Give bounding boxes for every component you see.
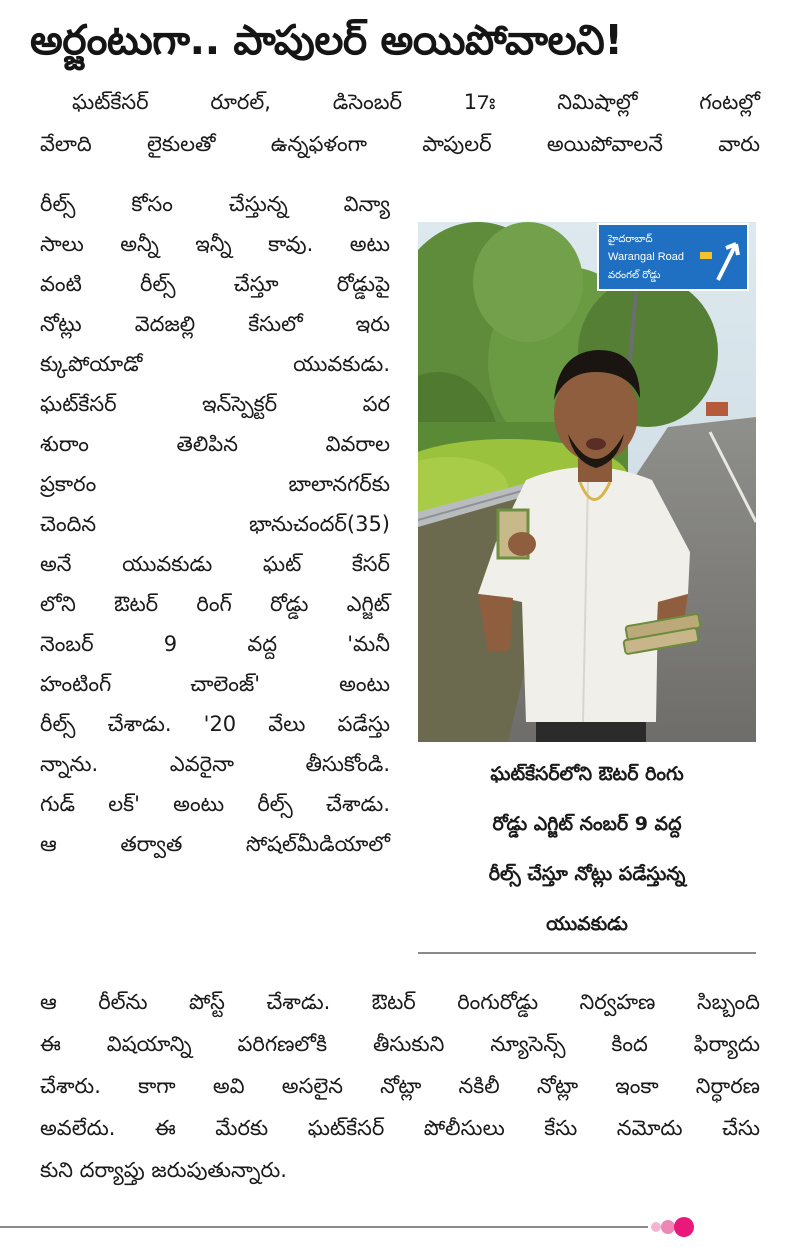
caption-line: రోడ్డు ఎగ్జిట్ నంబర్ 9 వద్ద xyxy=(492,813,682,835)
column-line: రీల్స్ కోసం చేస్తున్న విన్యా xyxy=(40,192,390,216)
column-line: నెంబర్ 9 వద్ద 'మనీ xyxy=(40,632,390,656)
column-line: చెందిన భానుచందర్(35) xyxy=(40,512,390,536)
column-line: వంటి రీల్స్ చేస్తూ రోడ్డుపై xyxy=(40,272,390,296)
sign-line-telugu: హైదరాబాద్ xyxy=(608,234,653,245)
intro-line: ఘట్‌కేసర్ రూరల్, డిసెంబర్ 17ః నిమిషాల్లో గంటల్లో xyxy=(72,90,760,114)
column-line: ప్రకారం బాలానగర్‌కు xyxy=(40,472,390,496)
column-line: క్కుపోయాడో యువకుడు. xyxy=(40,352,390,376)
column-line: అనే యువకుడు ఘట్ కేసర్ xyxy=(40,552,390,576)
column-line: శురాం తెలిపిన వివరాల xyxy=(40,432,390,456)
end-mark-dots-icon xyxy=(648,1212,710,1242)
headline: అర్జంటుగా.. పాపులర్ అయిపోవాలని! xyxy=(30,16,623,64)
caption-line: ఘట్‌కేసర్‌లోని ఔటర్ రింగు xyxy=(490,763,684,785)
sign-line-english: Warangal Road xyxy=(608,251,685,263)
column-line: ఘట్‌కేసర్ ఇన్‌స్పెక్టర్ పర xyxy=(40,392,390,416)
news-photo xyxy=(418,222,756,742)
distant-vehicle xyxy=(706,402,728,416)
column-line: నోట్లు వెదజల్లి కేసులో ఇరు xyxy=(40,312,390,336)
intro-line: వేలాది లైకులతో ఉన్నఫళంగా పాపులర్ అయిపోవాలనే వారు xyxy=(40,132,760,156)
footer-divider xyxy=(0,1226,648,1228)
column-line: హంటింగ్ చాలెంజ్' అంటు xyxy=(40,672,390,696)
caption-divider xyxy=(418,952,756,954)
closing-line: కుని దర్యాప్తు జరుపుతున్నారు. xyxy=(40,1158,287,1182)
column-line: రీల్స్ చేశాడు. '20 వేలు పడేస్తు xyxy=(40,712,390,736)
column-line: లోని ఔటర్ రింగ్ రోడ్డు ఎగ్జిట్ xyxy=(40,592,390,616)
column-line: సాలు అన్నీ ఇన్నీ కావు. అటు xyxy=(40,232,390,256)
closing-line: ఆ రీల్‌ను పోస్ట్ చేశాడు. ఔటర్ రింగురోడ్డు నిర్వహణ సిబ్బంది xyxy=(40,990,760,1014)
column-line: ఆ తర్వాత సోషల్‌మీడియాలో xyxy=(40,832,390,856)
column-line: గుడ్ లక్' అంటు రీల్స్ చేశాడు. xyxy=(40,792,390,816)
column-line: న్నాను. ఎవరైనా తీసుకోండి. xyxy=(40,752,390,776)
sign-line-telugu-2: వరంగల్ రోడ్డు xyxy=(608,270,661,281)
caption-line: యువకుడు xyxy=(546,913,628,935)
closing-line: చేశారు. కాగా అవి అసలైన నోట్లా నకిలీ నోట్లా ఇంకా నిర్ధారణ xyxy=(40,1074,760,1098)
caption-line: రీల్స్ చేస్తూ నోట్లు పడేస్తున్న xyxy=(488,863,686,885)
closing-line: ఈ విషయాన్ని పరిగణలోకి తీసుకుని న్యూసెన్స్ కింద ఫిర్యాదు xyxy=(40,1032,760,1056)
closing-line: అవలేదు. ఈ మేరకు ఘట్‌కేసర్ పోలీసులు కేసు నమోదు చేసు xyxy=(40,1116,760,1140)
